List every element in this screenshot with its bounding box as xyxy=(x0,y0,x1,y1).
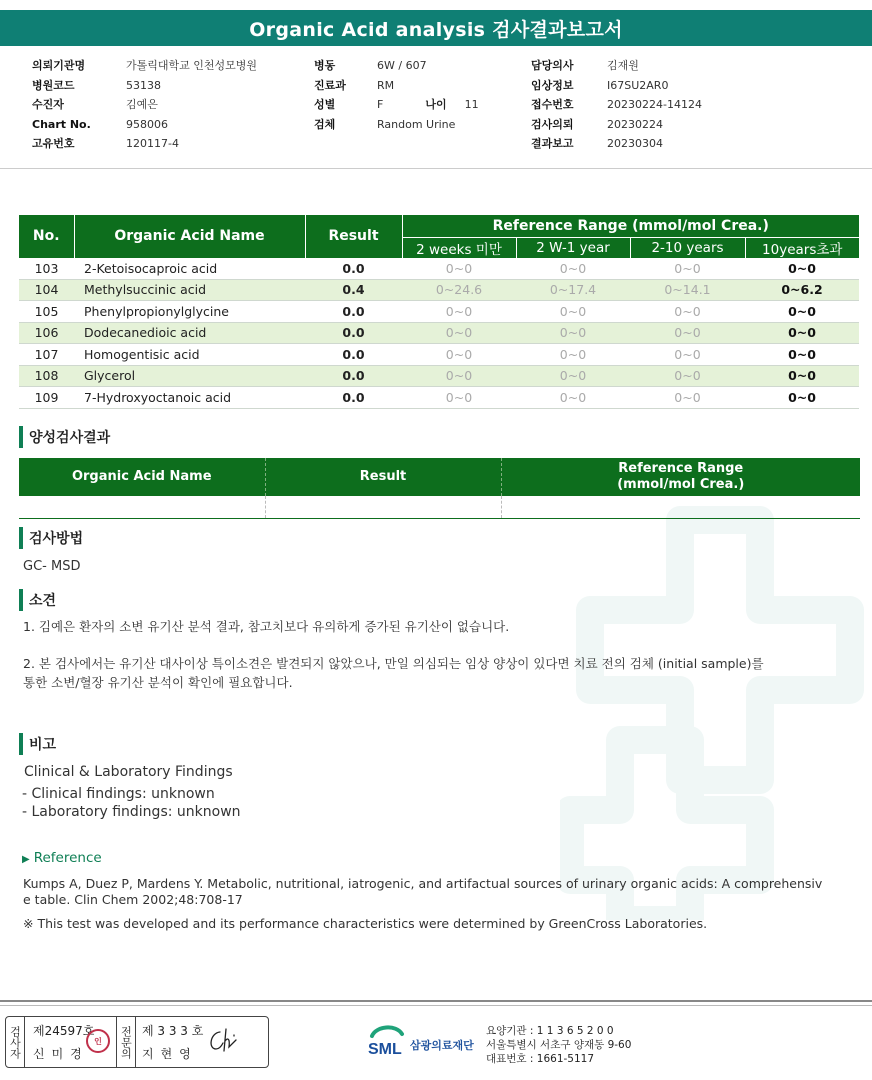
label-patient: 수진자 xyxy=(32,98,64,111)
positive-results-table xyxy=(19,458,860,519)
cell-range: 0~0 xyxy=(516,365,630,387)
cell-range: 0~0 xyxy=(402,322,516,344)
table-row xyxy=(19,279,859,301)
cell-range: 0~0 xyxy=(402,344,516,366)
cell-range: 0~24.6 xyxy=(402,279,516,301)
reference-label: Reference xyxy=(33,850,102,866)
section-title: 소견 xyxy=(29,593,57,609)
label-hospital-code: 병원코드 xyxy=(32,78,75,92)
logo-mark: SML xyxy=(368,1041,402,1058)
table-row xyxy=(19,365,859,387)
cell-range: 0~0 xyxy=(516,344,630,366)
cell-result: 0.0 xyxy=(305,301,402,323)
opinion-paragraph-2b: 통한 소변/혈장 유기산 분석이 확인에 필요합니다. xyxy=(23,675,293,690)
opinion-paragraph-2a: 2. 본 검사에서는 유기산 대사이상 특이소견은 발견되지 않았으나, 만일 의심되는 임상 양상이 있다면 치료 전의 검체 (initial sample)를 xyxy=(23,656,764,671)
header-name: Organic Acid Name xyxy=(74,215,305,258)
label-specialist: 전문의 xyxy=(117,1017,136,1067)
header-age-group: 10years초과 xyxy=(745,237,859,258)
label-doctor: 담당의사 xyxy=(531,59,574,72)
cell-no: 103 xyxy=(19,258,74,280)
cell-name: Homogentisic acid xyxy=(74,344,305,366)
remarks-laboratory: - Laboratory findings: unknown xyxy=(22,804,241,820)
value-department: RM xyxy=(377,78,395,92)
cell-range: 0~0 xyxy=(402,258,516,280)
section-title: 검사방법 xyxy=(29,531,84,547)
header-age-group: 2 weeks 미만 xyxy=(402,237,516,258)
table-row xyxy=(19,258,859,280)
cell-no: 108 xyxy=(19,365,74,387)
cell-no: 105 xyxy=(19,301,74,323)
header-age-group: 2 W-1 year xyxy=(516,237,630,258)
section-opinion xyxy=(19,589,56,611)
header-age-group: 2-10 years xyxy=(630,237,745,258)
address-line: 서울특별시 서초구 양재동 9-60 xyxy=(486,1039,632,1051)
cell-range: 0~0 xyxy=(402,387,516,409)
cell-result: 0.0 xyxy=(305,258,402,280)
section-positive-results xyxy=(19,426,110,448)
header-no: No. xyxy=(19,215,74,258)
label-age: 나이 xyxy=(425,98,447,111)
cell-name: Glycerol xyxy=(74,365,305,387)
empty-row xyxy=(19,496,860,518)
value-request-date: 20230224 xyxy=(607,117,663,131)
cell-range: 0~0 xyxy=(630,301,745,323)
cell-range: 0~0 xyxy=(402,301,516,323)
label-report-date: 결과보고 xyxy=(531,137,574,150)
reference-citation-b: e table. Clin Chem 2002;48:708-17 xyxy=(23,892,243,907)
cell-name: Dodecanedioic acid xyxy=(74,322,305,344)
table-row xyxy=(19,322,859,344)
section-marker xyxy=(19,426,23,448)
value-chart-no: 958006 xyxy=(126,117,168,131)
cell-range: 0~0 xyxy=(630,365,745,387)
specialist-license: 제 3 3 3 호 xyxy=(142,1024,204,1038)
section-method xyxy=(19,527,83,549)
cell-name: 2-Ketoisocaproic acid xyxy=(74,258,305,280)
info-column-2 xyxy=(314,56,479,134)
signature-image xyxy=(206,1027,240,1055)
header-ref-line1: Reference Range xyxy=(618,461,744,476)
label-chart-no: Chart No. xyxy=(32,117,91,131)
header-ref-line2: (mmol/mol Crea.) xyxy=(617,477,745,492)
lab-address xyxy=(486,1024,631,1066)
value-sex: F xyxy=(377,98,384,111)
header-result: Result xyxy=(265,458,501,496)
table-row xyxy=(19,301,859,323)
cell-range-active: 0~0 xyxy=(745,365,859,387)
cell-range-active: 0~6.2 xyxy=(745,279,859,301)
label-institution: 의뢰기관명 xyxy=(32,59,86,72)
label-ward: 병동 xyxy=(314,59,336,72)
value-unique-no: 120117-4 xyxy=(126,137,179,150)
examiner-license: 제24597호 xyxy=(33,1024,95,1038)
cell-range: 0~0 xyxy=(630,344,745,366)
value-hospital-code: 53138 xyxy=(126,78,161,92)
header-result: Result xyxy=(305,215,402,258)
info-column-3 xyxy=(531,56,702,154)
header-name: Organic Acid Name xyxy=(19,458,265,496)
logo-name: 삼광의료재단 xyxy=(410,1039,474,1052)
specialist-block xyxy=(136,1017,248,1067)
results-table xyxy=(19,215,859,409)
label-specimen: 검체 xyxy=(314,117,336,131)
section-title: 양성검사결과 xyxy=(29,430,111,446)
section-marker xyxy=(19,589,23,611)
label-department: 진료과 xyxy=(314,78,346,92)
section-marker xyxy=(19,733,23,755)
value-report-date: 20230304 xyxy=(607,137,663,150)
cell-range-active: 0~0 xyxy=(745,322,859,344)
reference-citation-a: Kumps A, Duez P, Mardens Y. Metabolic, nutritional, iatrogenic, and artifactual sources of urinary organic acids: A comprehensiv xyxy=(23,876,823,891)
divider xyxy=(0,168,872,169)
cell-range-active: 0~0 xyxy=(745,258,859,280)
examiner-name: 신미경 xyxy=(33,1047,89,1061)
cell-range: 0~0 xyxy=(516,258,630,280)
cell-result: 0.0 xyxy=(305,365,402,387)
cell-no: 109 xyxy=(19,387,74,409)
report-title: Organic Acid analysis 검사결과보고서 xyxy=(0,10,872,46)
cell-result: 0.0 xyxy=(305,344,402,366)
cell-range: 0~0 xyxy=(516,301,630,323)
value-age: 11 xyxy=(464,98,479,111)
cell-range-active: 0~0 xyxy=(745,301,859,323)
label-request-date: 검사의뢰 xyxy=(531,117,574,131)
value-clinical-info: I67SU2AR0 xyxy=(607,78,669,92)
label-unique-no: 고유번호 xyxy=(32,137,75,150)
opinion-paragraph-1: 1. 김예은 환자의 소변 유기산 분석 결과, 참고치보다 유의하게 증가된 유기산이 없습니다. xyxy=(23,619,510,634)
cell-result: 0.4 xyxy=(305,279,402,301)
cell-range-active: 0~0 xyxy=(745,344,859,366)
cell-range: 0~0 xyxy=(630,387,745,409)
cell-no: 107 xyxy=(19,344,74,366)
value-specimen: Random Urine xyxy=(377,117,456,131)
value-receipt-no: 20230224-14124 xyxy=(607,98,702,111)
company-logo xyxy=(366,1022,474,1060)
header-reference-range xyxy=(501,458,860,496)
section-title: 비고 xyxy=(29,737,57,753)
sml-logo-icon xyxy=(366,1022,406,1060)
remarks-clinical: - Clinical findings: unknown xyxy=(22,786,215,802)
section-remarks xyxy=(19,733,56,755)
seal-stamp: 인 xyxy=(86,1029,110,1053)
cell-range: 0~14.1 xyxy=(630,279,745,301)
cell-range: 0~0 xyxy=(630,258,745,280)
cell-result: 0.0 xyxy=(305,322,402,344)
cell-range: 0~0 xyxy=(402,365,516,387)
specialist-name: 지현영 xyxy=(142,1047,198,1061)
section-marker xyxy=(19,527,23,549)
label-examiner: 검사자 xyxy=(6,1017,25,1067)
reference-heading xyxy=(22,848,102,870)
value-institution: 가톨릭대학교 인천성모병원 xyxy=(126,59,258,72)
institution-code: 요양기관 : 1 1 3 6 5 2 0 0 xyxy=(486,1025,614,1037)
reference-note: ※ This test was developed and its performance characteristics were determined by GreenCross Laboratories. xyxy=(23,916,708,931)
signature-box xyxy=(5,1016,269,1068)
label-receipt-no: 접수번호 xyxy=(531,98,574,111)
table-row xyxy=(19,387,859,409)
value-doctor: 김재원 xyxy=(607,59,639,72)
cell-range-active: 0~0 xyxy=(745,387,859,409)
label-clinical-info: 임상정보 xyxy=(531,78,574,92)
footer-divider xyxy=(0,1000,872,1006)
cell-range: 0~0 xyxy=(516,322,630,344)
header-reference-range: Reference Range (mmol/mol Crea.) xyxy=(402,215,859,237)
cell-no: 106 xyxy=(19,322,74,344)
label-sex: 성별 xyxy=(314,98,336,111)
cell-no: 104 xyxy=(19,279,74,301)
remarks-heading: Clinical & Laboratory Findings xyxy=(24,764,233,780)
cell-name: 7-Hydroxyoctanoic acid xyxy=(74,387,305,409)
cell-name: Methylsuccinic acid xyxy=(74,279,305,301)
phone-number: 대표번호 : 1661-5117 xyxy=(486,1053,595,1065)
value-ward: 6W / 607 xyxy=(377,59,427,72)
watermark-cross-graphic xyxy=(560,500,872,920)
cell-name: Phenylpropionylglycine xyxy=(74,301,305,323)
triangle-right-icon: ▶ xyxy=(22,854,30,865)
info-column-1 xyxy=(32,56,257,154)
method-text: GC- MSD xyxy=(23,559,81,574)
cell-range: 0~17.4 xyxy=(516,279,630,301)
examiner-block xyxy=(25,1017,117,1067)
cell-range: 0~0 xyxy=(516,387,630,409)
value-patient: 김예은 xyxy=(126,98,158,111)
cell-result: 0.0 xyxy=(305,387,402,409)
table-row xyxy=(19,344,859,366)
cell-range: 0~0 xyxy=(630,322,745,344)
